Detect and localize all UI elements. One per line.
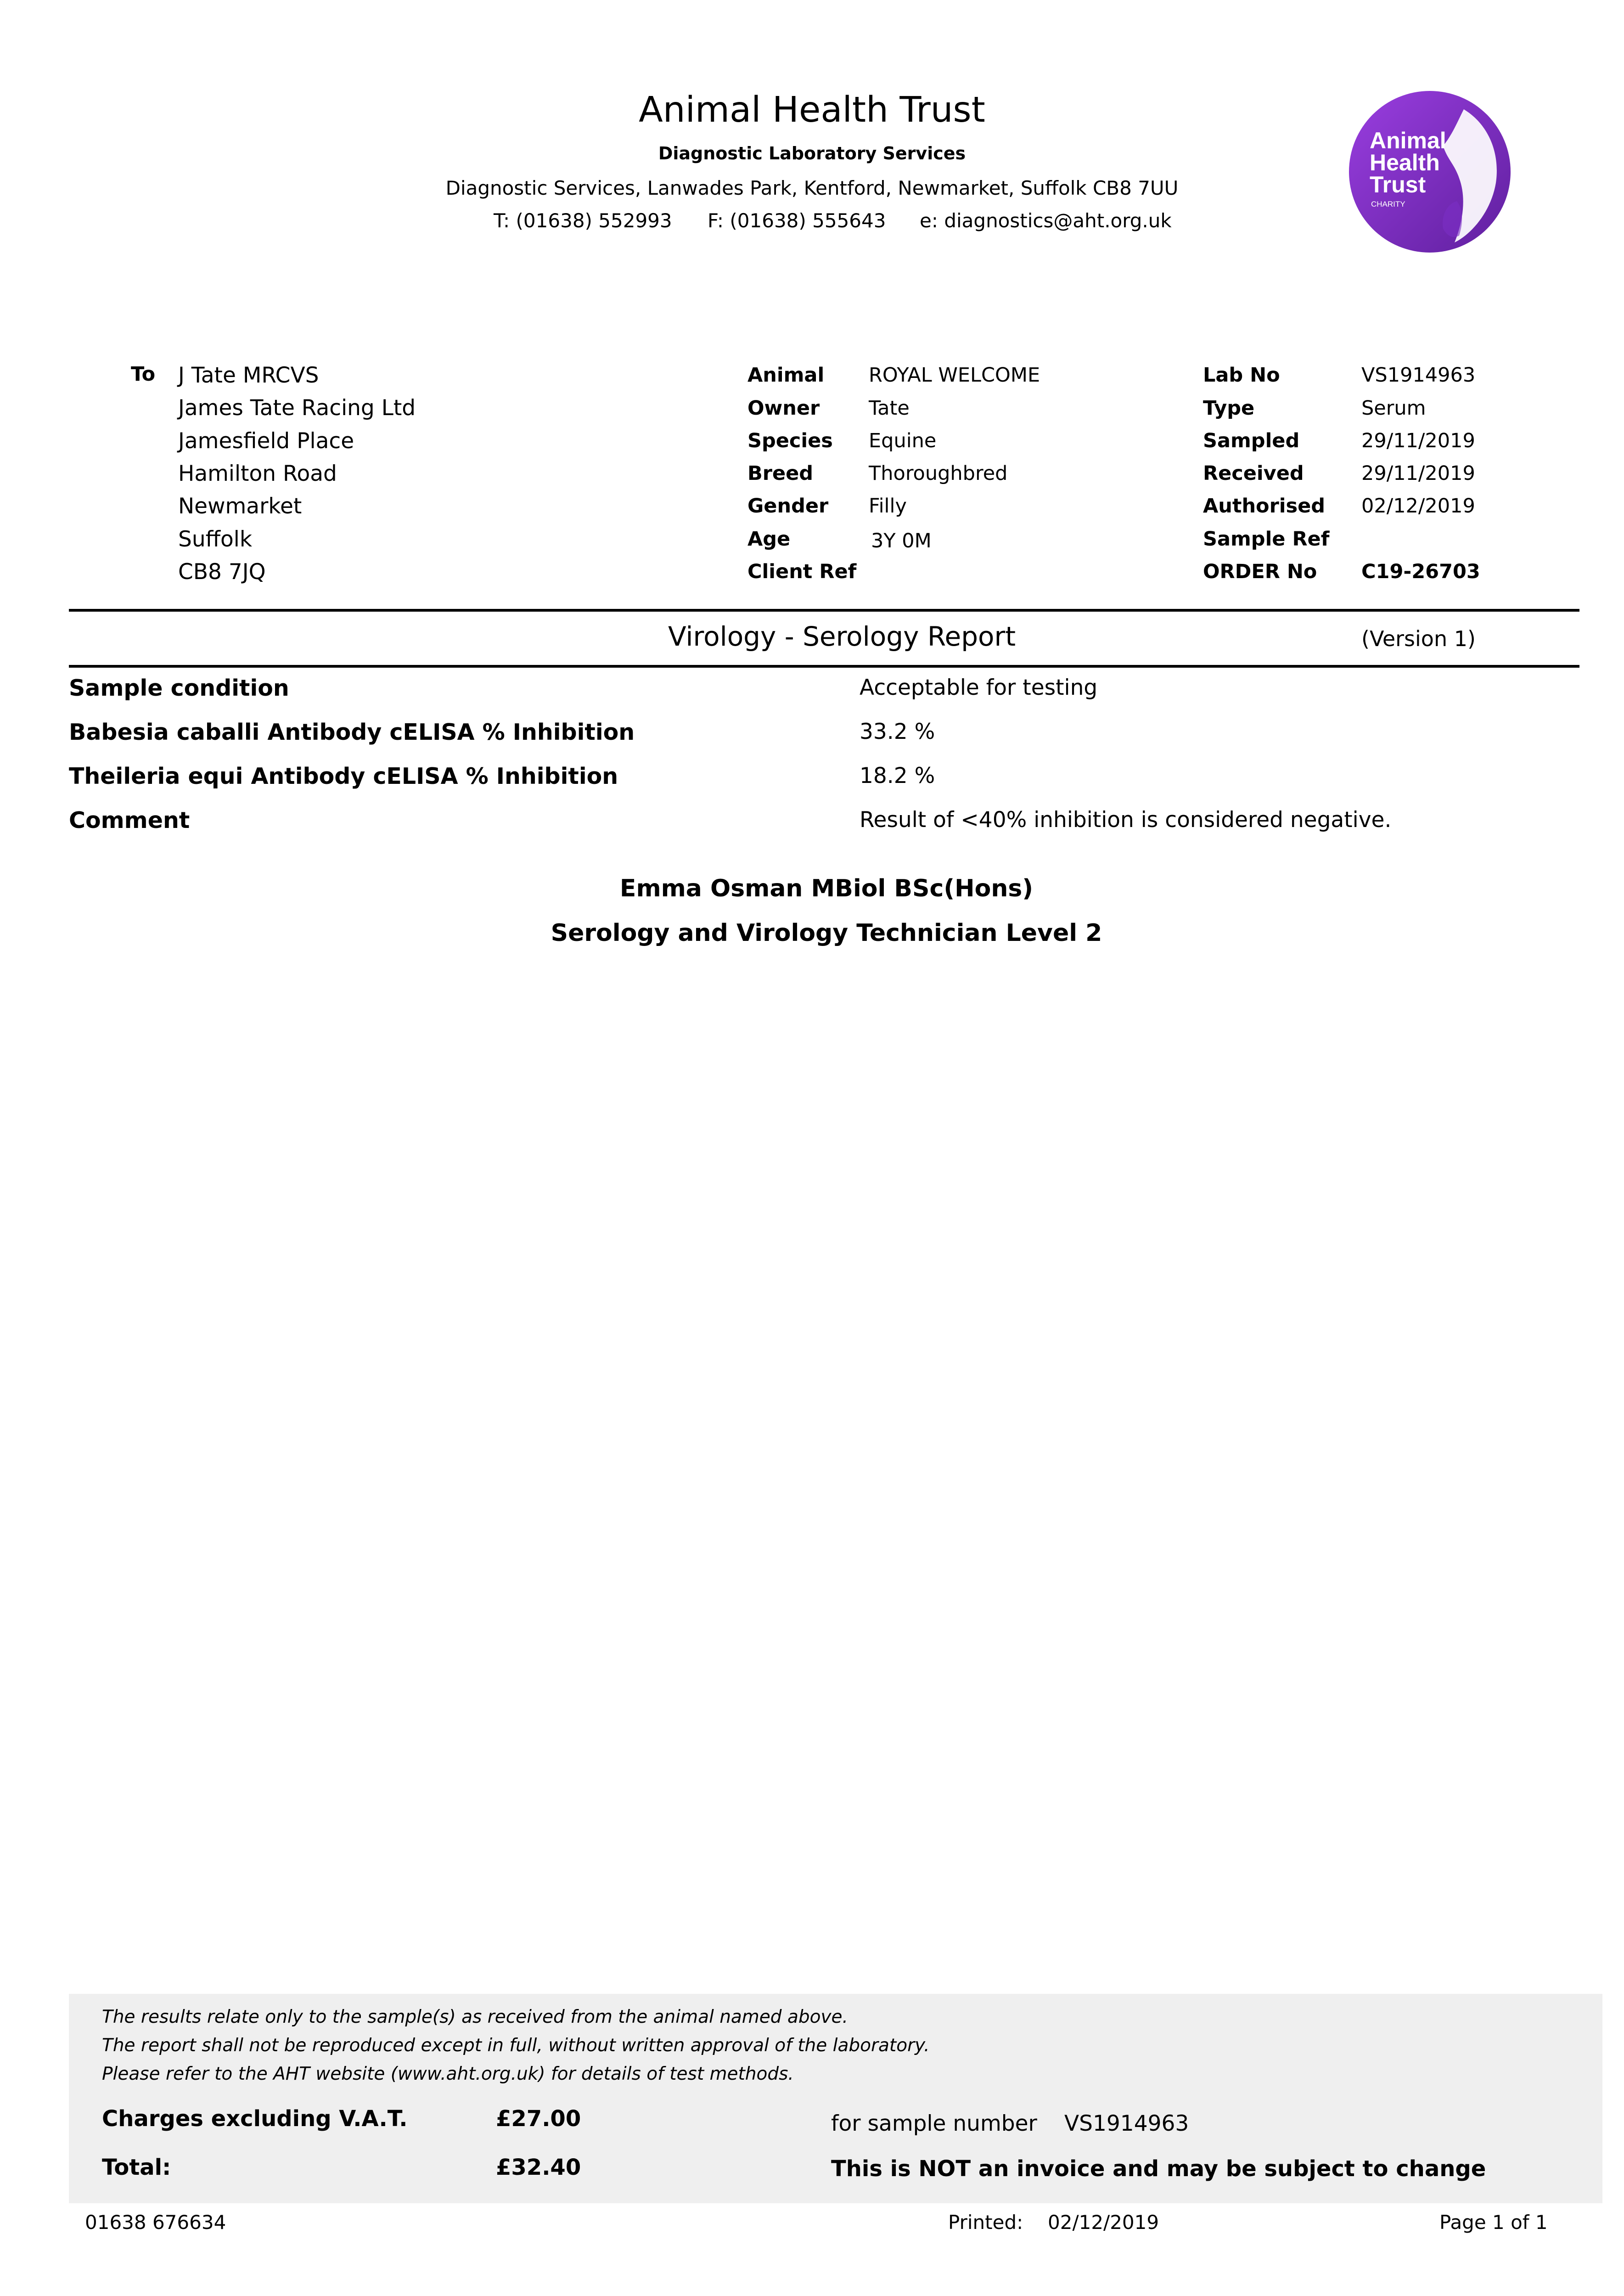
type-label: Type (1203, 397, 1255, 420)
breed-value: Thoroughbred (869, 462, 1008, 485)
signatory-name: Emma Osman MBiol BSc(Hons) (619, 875, 1034, 902)
animal-label: Animal (747, 364, 825, 387)
animal-value: ROYAL WELCOME (869, 364, 1040, 387)
invoice-notice: This is NOT an invoice and may be subject to change (831, 2156, 1486, 2182)
report-version: (Version 1) (1361, 626, 1476, 651)
owner-label: Owner (747, 397, 820, 420)
lab-subtitle: Diagnostic Laboratory Services (658, 143, 966, 163)
logo-line3: Trust (1370, 172, 1426, 197)
recipient-line: James Tate Racing Ltd (178, 395, 416, 421)
received-value: 29/11/2019 (1361, 462, 1475, 485)
lab-no-label: Lab No (1203, 364, 1280, 387)
gender-value: Filly (869, 495, 907, 518)
species-value: Equine (869, 429, 937, 452)
gender-label: Gender (747, 495, 829, 518)
report-title: Virology - Serology Report (668, 621, 1016, 652)
breed-label: Breed (747, 462, 814, 485)
lab-title: Animal Health Trust (639, 90, 985, 130)
disclaimer-line: The results relate only to the sample(s) as received from the animal named above. (102, 2007, 848, 2027)
total-label: Total: (102, 2155, 171, 2180)
recipient-line: Newmarket (178, 494, 302, 519)
logo-tag: CHARITY (1371, 200, 1405, 208)
sample-ref-label: Sample Ref (1203, 528, 1330, 551)
result-label: Theileria equi Antibody cELISA % Inhibition (69, 763, 618, 789)
order-no-value: C19-26703 (1361, 560, 1480, 583)
result-value: Acceptable for testing (860, 675, 1098, 700)
lab-no-value: VS1914963 (1361, 364, 1476, 387)
printed-label: Printed: (948, 2211, 1023, 2234)
authorised-value: 02/12/2019 (1361, 495, 1475, 518)
result-value: Result of <40% inhibition is considered negative. (860, 807, 1392, 833)
age-value: 3Y 0M (871, 529, 932, 552)
disclaimer-line: Please refer to the AHT website (www.aht.org.uk) for details of test methods. (102, 2064, 794, 2084)
page-number: Page 1 of 1 (1439, 2211, 1548, 2234)
lab-phone: T: (01638) 552993 (494, 209, 672, 232)
result-label: Sample condition (69, 675, 289, 701)
aht-logo (1349, 91, 1511, 253)
age-label: Age (747, 528, 791, 551)
lab-fax: F: (01638) 555643 (708, 209, 886, 232)
lab-address: Diagnostic Services, Lanwades Park, Kentford, Newmarket, Suffolk CB8 7UU (445, 177, 1179, 199)
charges-label: Charges excluding V.A.T. (102, 2106, 408, 2132)
divider (69, 609, 1579, 612)
species-label: Species (747, 429, 833, 452)
recipient-line: Jamesfield Place (178, 428, 354, 454)
client-ref-label: Client Ref (747, 560, 857, 583)
for-sample-label: for sample number (831, 2111, 1037, 2136)
recipient-line: Suffolk (178, 527, 253, 552)
charges-value: £27.00 (496, 2106, 581, 2132)
type-value: Serum (1361, 397, 1426, 420)
disclaimer-line: The report shall not be reproduced except in full, without written approval of the laboratory. (102, 2035, 930, 2056)
divider (69, 665, 1579, 668)
order-no-label: ORDER No (1203, 560, 1317, 583)
sampled-label: Sampled (1203, 429, 1300, 452)
to-label: To (131, 363, 156, 386)
lab-email: e: diagnostics@aht.org.uk (920, 209, 1172, 232)
signatory-role: Serology and Virology Technician Level 2 (551, 919, 1102, 947)
sample-number: VS1914963 (1064, 2111, 1189, 2136)
authorised-label: Authorised (1203, 495, 1326, 518)
printed-date: 02/12/2019 (1048, 2211, 1159, 2234)
logo-line1: Animal (1370, 128, 1446, 153)
result-label: Babesia caballi Antibody cELISA % Inhibition (69, 719, 635, 745)
recipient-line: J Tate MRCVS (178, 363, 319, 388)
total-value: £32.40 (496, 2155, 581, 2180)
result-label: Comment (69, 807, 190, 833)
footer-phone: 01638 676634 (85, 2211, 226, 2234)
result-value: 18.2 % (860, 763, 935, 788)
logo-line2: Health (1370, 150, 1440, 175)
result-value: 33.2 % (860, 719, 935, 744)
recipient-line: Hamilton Road (178, 461, 337, 486)
owner-value: Tate (869, 397, 910, 420)
sampled-value: 29/11/2019 (1361, 429, 1475, 452)
recipient-line: CB8 7JQ (178, 559, 266, 585)
received-label: Received (1203, 462, 1304, 485)
